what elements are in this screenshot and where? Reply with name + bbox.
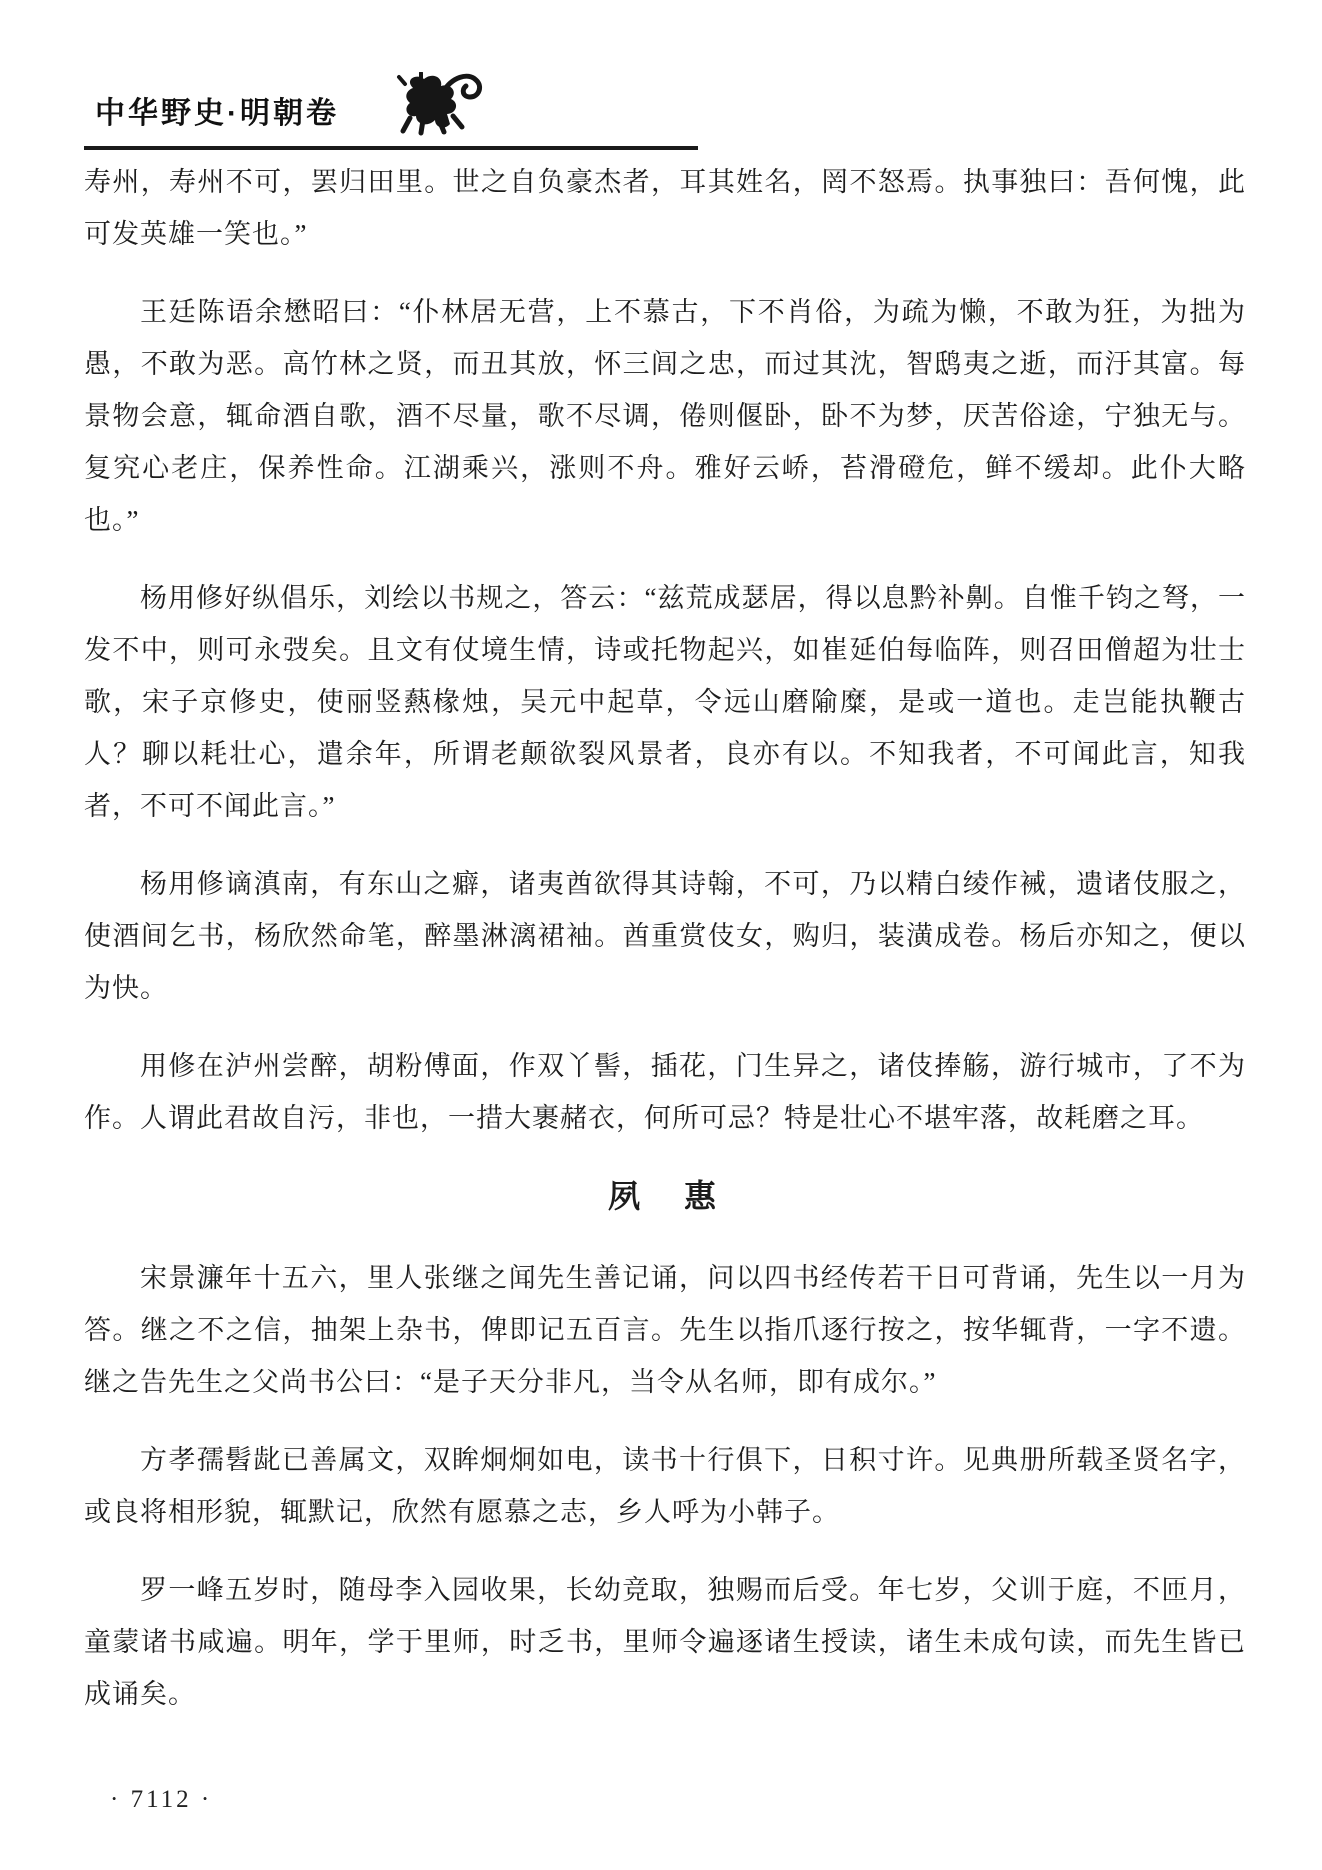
paragraph-2: 王廷陈语余懋昭曰：“仆林居无营，上不慕古，下不肖俗，为疏为懒，不敢为狂，为拙为愚，不敢为恶。高竹林之贤，而丑其放，怀三闾之忠，而过其沈，智鸱夷之逝，而汙其富。每景物会意，辄命酒自歌，酒不尽量，歌不尽调，倦则偃卧，卧不为梦，厌苦俗途，宁独无与。复究心老庄，保养性命。江湖乘兴，涨则不舟。雅好云峤，苔滑磴危，鲜不缓却。此仆大略也。” — [84, 297, 1246, 535]
paragraph-3: 杨用修好纵倡乐，刘绘以书规之，答云：“兹荒成瑟居，得以息黔补劓。自惟千钧之弩，一发不中，则可永弢矣。且文有仗境生情，诗或托物起兴，如崔延伯每临阵，则召田僧超为壮士歌，宋子京修史，使丽竖爇椽烛，吴元中起草，令远山磨隃糜，是或一道也。走岂能执鞭古人？聊以耗壮心，遣余年，所谓老颠欲裂风景者，良亦有以。不知我者，不可闻此言，知我者，不可不闻此言。” — [84, 583, 1246, 821]
paragraph-6: 宋景濂年十五六，里人张继之闻先生善记诵，问以四书经传若干日可背诵，先生以一月为答。继之不之信，抽架上杂书，俾即记五百言。先生以指爪逐行按之，按华辄背，一字不遗。继之告先生之父尚书公曰：“是子天分非凡，当令从名师，即有成尔。” — [84, 1263, 1246, 1397]
dragon-ornament-icon — [383, 72, 487, 138]
section-heading: 夙 惠 — [607, 1178, 722, 1214]
paragraph-1: 寿州，寿州不可，罢归田里。世之自负豪杰者，耳其姓名，罔不怒焉。执事独曰：吾何愧，此可发英雄一笑也。” — [84, 167, 1246, 249]
header-rule — [84, 146, 698, 150]
page-body — [84, 156, 1246, 1746]
paragraph-8: 罗一峰五岁时，随母李入园收果，长幼竞取，独赐而后受。年七岁，父训于庭，不匝月，童蒙诸书咸遍。明年，学于里师，时乏书，里师令遍逐诸生授读，诸生未成句读，而先生皆已成诵矣。 — [84, 1575, 1246, 1709]
paragraph-5: 用修在泸州尝醉，胡粉傅面，作双丫髻，插花，门生异之，诸伎捧觞，游行城市，了不为作。人谓此君故自污，非也，一措大裹赭衣，何所可忌？特是壮心不堪牢落，故耗磨之耳。 — [84, 1051, 1246, 1133]
paragraph-4: 杨用修谪滇南，有东山之癖，诸夷酋欲得其诗翰，不可，乃以精白绫作裓，遗诸伎服之，使酒间乞书，杨欣然命笔，醉墨淋漓裙袖。酋重赏伎女，购归，装潢成卷。杨后亦知之，便以为快。 — [84, 869, 1246, 1003]
page-number: · 7112 · — [110, 1786, 213, 1813]
paragraph-7: 方孝孺髫龀已善属文，双眸炯炯如电，读书十行俱下，日积寸许。见典册所载圣贤名字，或良将相形貌，辄默记，欣然有愿慕之志，乡人呼为小韩子。 — [84, 1445, 1246, 1527]
running-head-title: 中华野史·明朝卷 — [95, 97, 339, 130]
